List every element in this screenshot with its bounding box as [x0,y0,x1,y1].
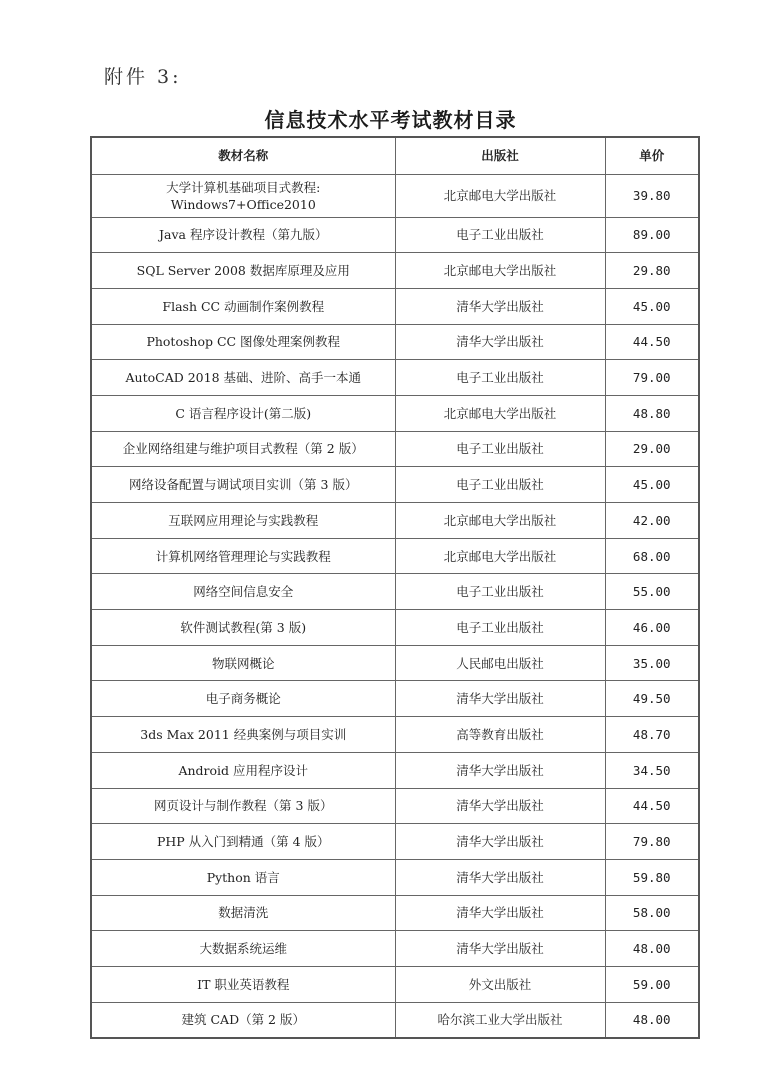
publisher-cell: 清华大学出版社 [395,859,605,895]
attachment-label: 附件 3: [104,66,182,88]
publisher-cell: 电子工业出版社 [395,574,605,610]
table-row [91,752,699,788]
price-cell: 44.50 [605,788,699,824]
column-header-name: 教材名称 [91,137,395,174]
book-name-line-2: Windows7+Office2010 [170,196,316,212]
publisher-cell: 北京邮电大学出版社 [395,503,605,539]
column-header-price: 单价 [605,137,699,174]
publisher-cell: 电子工业出版社 [395,467,605,503]
publisher-cell: 清华大学出版社 [395,752,605,788]
price-cell: 46.00 [605,610,699,646]
book-name-cell: 建筑 CAD（第 2 版） [91,1002,395,1038]
publisher-cell: 人民邮电出版社 [395,645,605,681]
table-row [91,288,699,324]
table-header-row [91,137,699,174]
price-cell: 29.80 [605,253,699,289]
price-cell: 34.50 [605,752,699,788]
textbook-table [90,136,700,1039]
publisher-cell: 电子工业出版社 [395,610,605,646]
price-cell: 29.00 [605,431,699,467]
table-row [91,360,699,396]
publisher-cell: 清华大学出版社 [395,895,605,931]
publisher-cell: 电子工业出版社 [395,217,605,253]
price-cell: 59.80 [605,859,699,895]
table-row [91,1002,699,1038]
price-cell: 59.00 [605,966,699,1002]
publisher-cell: 清华大学出版社 [395,681,605,717]
book-name-cell: 互联网应用理论与实践教程 [91,503,395,539]
price-cell: 44.50 [605,324,699,360]
table-row [91,253,699,289]
table-row [91,610,699,646]
publisher-cell: 北京邮电大学出版社 [395,538,605,574]
book-name-cell: 软件测试教程(第 3 版) [91,610,395,646]
book-name-cell: Java 程序设计教程（第九版） [91,217,395,253]
table-row [91,574,699,610]
book-name-cell: Android 应用程序设计 [91,752,395,788]
price-cell: 58.00 [605,895,699,931]
price-cell: 45.00 [605,288,699,324]
price-cell: 49.50 [605,681,699,717]
publisher-cell: 清华大学出版社 [395,824,605,860]
table-row [91,217,699,253]
table-row [91,788,699,824]
price-cell: 48.70 [605,717,699,753]
publisher-cell: 北京邮电大学出版社 [395,174,605,217]
book-name-cell: 网络设备配置与调试项目实训（第 3 版） [91,467,395,503]
book-name-cell: PHP 从入门到精通（第 4 版） [91,824,395,860]
book-name-cell: SQL Server 2008 数据库原理及应用 [91,253,395,289]
book-name-cell: 电子商务概论 [91,681,395,717]
price-cell: 48.80 [605,395,699,431]
book-name-line-1: 大学计算机基础项目式教程: [166,179,321,195]
price-cell: 79.80 [605,824,699,860]
publisher-cell: 外文出版社 [395,966,605,1002]
price-cell: 89.00 [605,217,699,253]
table-row [91,681,699,717]
price-cell: 79.00 [605,360,699,396]
book-name-cell: 网络空间信息安全 [91,574,395,610]
table-row [91,467,699,503]
price-cell: 68.00 [605,538,699,574]
book-name-cell: Python 语言 [91,859,395,895]
book-name-cell: 企业网络组建与维护项目式教程（第 2 版） [91,431,395,467]
table-row [91,645,699,681]
table-row [91,503,699,539]
publisher-cell: 电子工业出版社 [395,431,605,467]
price-cell: 42.00 [605,503,699,539]
book-name-cell [91,174,395,217]
book-name-cell: 计算机网络管理理论与实践教程 [91,538,395,574]
book-name-cell: 大数据系统运维 [91,931,395,967]
book-name-cell: 数据清洗 [91,895,395,931]
price-cell: 55.00 [605,574,699,610]
book-name-cell: Photoshop CC 图像处理案例教程 [91,324,395,360]
book-name-cell: Flash CC 动画制作案例教程 [91,288,395,324]
table-row [91,538,699,574]
table-row [91,324,699,360]
book-name-cell: 物联网概论 [91,645,395,681]
page-title: 信息技术水平考试教材目录 [264,108,517,132]
price-cell: 35.00 [605,645,699,681]
book-name-cell: 3ds Max 2011 经典案例与项目实训 [91,717,395,753]
publisher-cell: 清华大学出版社 [395,931,605,967]
price-cell: 39.80 [605,174,699,217]
table-row [91,931,699,967]
book-name-cell: AutoCAD 2018 基础、进阶、高手一本通 [91,360,395,396]
table-row [91,395,699,431]
price-cell: 48.00 [605,1002,699,1038]
book-name-cell: 网页设计与制作教程（第 3 版） [91,788,395,824]
table-row [91,174,699,217]
book-name-cell: C 语言程序设计(第二版) [91,395,395,431]
publisher-cell: 清华大学出版社 [395,324,605,360]
publisher-cell: 哈尔滨工业大学出版社 [395,1002,605,1038]
table-row [91,431,699,467]
table-row [91,966,699,1002]
table-row [91,824,699,860]
publisher-cell: 高等教育出版社 [395,717,605,753]
publisher-cell: 电子工业出版社 [395,360,605,396]
table-row [91,859,699,895]
book-name-cell: IT 职业英语教程 [91,966,395,1002]
column-header-publisher: 出版社 [395,137,605,174]
table-row [91,717,699,753]
publisher-cell: 清华大学出版社 [395,288,605,324]
publisher-cell: 清华大学出版社 [395,788,605,824]
price-cell: 45.00 [605,467,699,503]
price-cell: 48.00 [605,931,699,967]
publisher-cell: 北京邮电大学出版社 [395,253,605,289]
publisher-cell: 北京邮电大学出版社 [395,395,605,431]
table-row [91,895,699,931]
